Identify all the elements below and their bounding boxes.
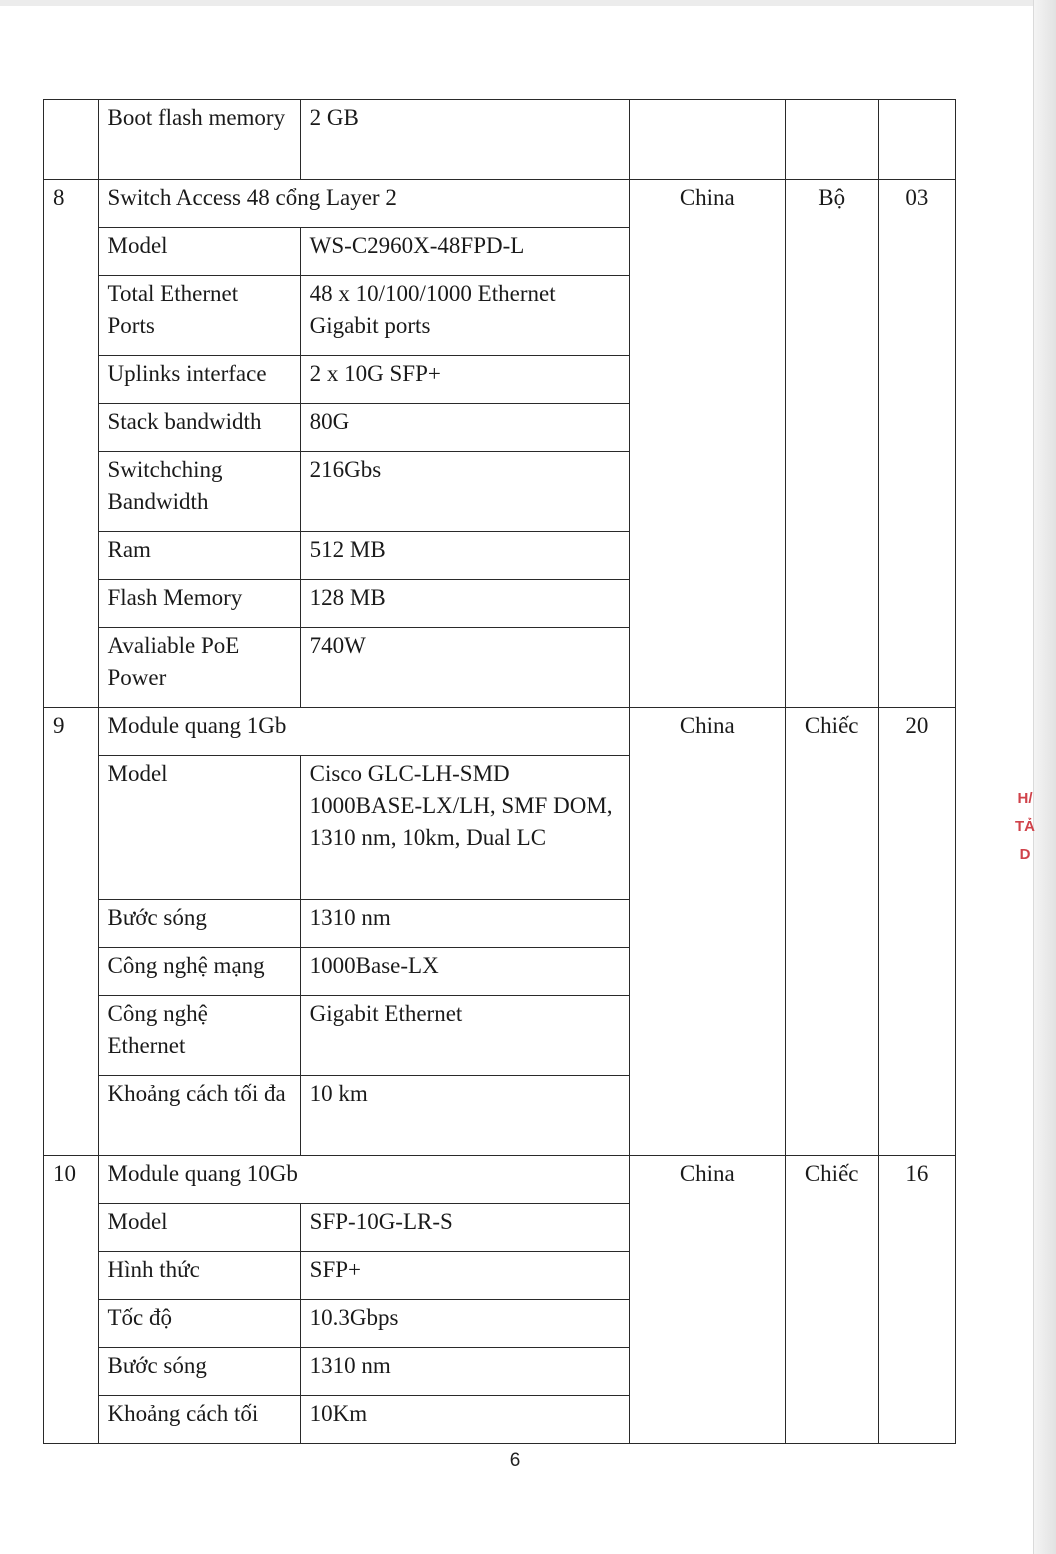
spec-value: 2 GB bbox=[300, 100, 629, 180]
item-origin: China bbox=[630, 1156, 786, 1444]
item-origin: China bbox=[630, 708, 786, 1156]
spec-name: Boot flash memory bbox=[98, 100, 300, 180]
spec-name: Công nghệ mạng bbox=[98, 948, 300, 996]
item-quantity: 16 bbox=[878, 1156, 955, 1444]
quantity-cell bbox=[878, 100, 955, 180]
spec-value: SFP+ bbox=[300, 1252, 629, 1300]
spec-name: Uplinks interface bbox=[98, 356, 300, 404]
item-number: 8 bbox=[44, 180, 99, 708]
spec-value: 740W bbox=[300, 628, 629, 708]
spec-value: 80G bbox=[300, 404, 629, 452]
item-title: Module quang 1Gb bbox=[98, 708, 630, 756]
item-header-row bbox=[44, 708, 956, 756]
page-number: 6 bbox=[509, 1450, 521, 1471]
equipment-spec-table bbox=[43, 99, 956, 1444]
item-unit: Chiếc bbox=[785, 708, 878, 1156]
spec-value: 128 MB bbox=[300, 580, 629, 628]
spec-value: SFP-10G-LR-S bbox=[300, 1204, 629, 1252]
spec-value: 2 x 10G SFP+ bbox=[300, 356, 629, 404]
spec-name: Tốc độ bbox=[98, 1300, 300, 1348]
spec-value: 48 x 10/100/1000 Ethernet Gigabit ports bbox=[300, 276, 629, 356]
item-title: Switch Access 48 cổng Layer 2 bbox=[98, 180, 630, 228]
spec-value: 512 MB bbox=[300, 532, 629, 580]
continuation-row bbox=[44, 100, 956, 180]
item-title: Module quang 10Gb bbox=[98, 1156, 630, 1204]
item-number: 10 bbox=[44, 1156, 99, 1444]
spec-name: Flash Memory bbox=[98, 580, 300, 628]
spec-value: 10Km bbox=[300, 1396, 629, 1444]
spec-name: Bước sóng bbox=[98, 900, 300, 948]
spec-name: Ram bbox=[98, 532, 300, 580]
unit-cell bbox=[785, 100, 878, 180]
spec-value: Gigabit Ethernet bbox=[300, 996, 629, 1076]
item-quantity: 03 bbox=[878, 180, 955, 708]
spec-value: 1310 nm bbox=[300, 900, 629, 948]
spec-name: Bước sóng bbox=[98, 1348, 300, 1396]
item-quantity: 20 bbox=[878, 708, 955, 1156]
item-header-row bbox=[44, 180, 956, 228]
spec-value: 216Gbs bbox=[300, 452, 629, 532]
spec-value: 10 km bbox=[300, 1076, 629, 1156]
spec-name: Total Ethernet Ports bbox=[98, 276, 300, 356]
spec-name: Hình thức bbox=[98, 1252, 300, 1300]
spec-name: Model bbox=[98, 1204, 300, 1252]
spec-value: 10.3Gbps bbox=[300, 1300, 629, 1348]
scan-top-edge bbox=[0, 0, 1056, 6]
spec-name: Switchching Bandwidth bbox=[98, 452, 300, 532]
scan-right-edge bbox=[1033, 0, 1056, 1554]
item-number: 9 bbox=[44, 708, 99, 1156]
item-origin: China bbox=[630, 180, 786, 708]
spec-value: 1000Base-LX bbox=[300, 948, 629, 996]
origin-cell bbox=[630, 100, 786, 180]
spec-name: Công nghệ Ethernet bbox=[98, 996, 300, 1076]
spec-name: Stack bandwidth bbox=[98, 404, 300, 452]
spec-name: Khoảng cách tối bbox=[98, 1396, 300, 1444]
spec-name: Avaliable PoE Power bbox=[98, 628, 300, 708]
spec-name: Model bbox=[98, 756, 300, 900]
item-unit: Bộ bbox=[785, 180, 878, 708]
spec-name: Khoảng cách tối đa bbox=[98, 1076, 300, 1156]
item-unit: Chiếc bbox=[785, 1156, 878, 1444]
spec-value: 1310 nm bbox=[300, 1348, 629, 1396]
spec-value: Cisco GLC-LH-SMD 1000BASE-LX/LH, SMF DOM, 1310 nm, 10km, Dual LC bbox=[300, 756, 629, 900]
stt-cell bbox=[44, 100, 99, 180]
spec-name: Model bbox=[98, 228, 300, 276]
spec-value: WS-C2960X-48FPD-L bbox=[300, 228, 629, 276]
item-header-row bbox=[44, 1156, 956, 1204]
red-stamp-fragment: H/ TẢ D bbox=[1015, 790, 1035, 863]
